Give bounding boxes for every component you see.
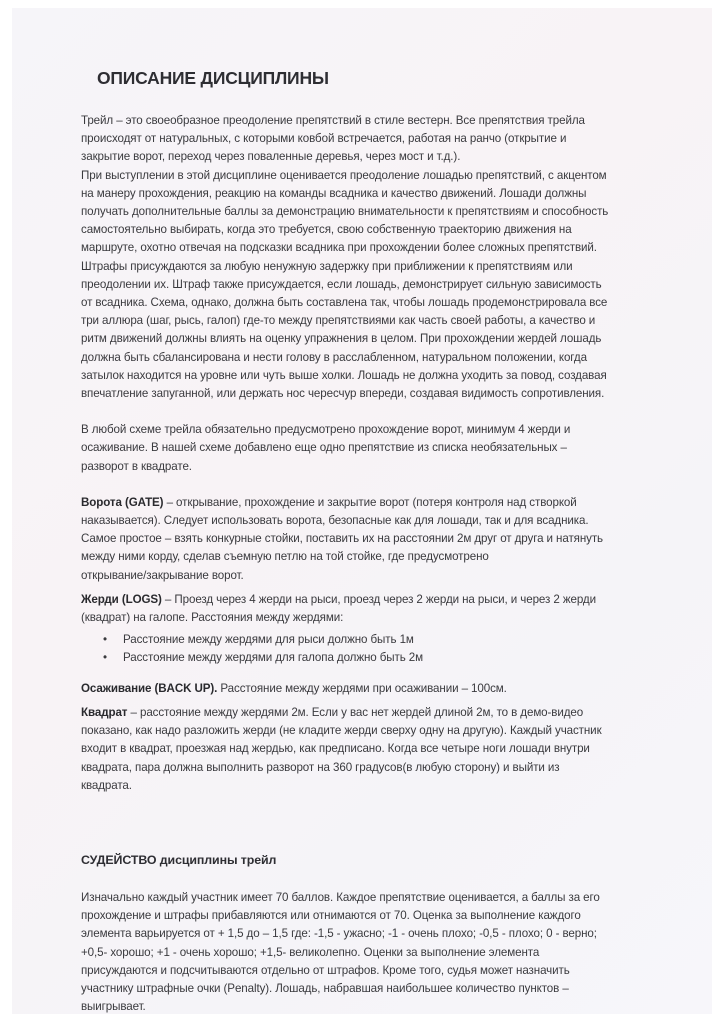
backup-term: Осаживание (BACK UP). [81, 681, 218, 695]
judging-heading-caps: СУДЕЙСТВО [81, 852, 157, 867]
text-line: Самое простое – взять конкурные стойки, поставить их на расстоянии 2м друг от друга и натянуть [81, 532, 603, 546]
text-line: происходят от натуральных, с которыми ковбой встречается, работая на ранчо (открытие и [81, 132, 567, 146]
logs-text: – Проезд через 4 жерди на рыси, проезд через 2 жерди на рыси, и через 2 жерди [161, 592, 596, 606]
text-line: закрытие ворот, переход через поваленные деревья, через мост и т.д.). [81, 150, 461, 164]
gate-paragraph [81, 494, 681, 585]
logs-bullet-list [81, 631, 681, 667]
text-line: выигрывает. [81, 1000, 146, 1014]
logs-paragraph [81, 591, 681, 668]
document-body [81, 66, 681, 1016]
bullet-icon: • [103, 651, 107, 665]
text-line [81, 680, 681, 698]
text-line [81, 704, 681, 722]
text-line: входит в квадрат, проезжая над жердью, как предписано. Когда все четыре ноги лошади внутри [81, 742, 590, 756]
square-text: – расстояние между жердями 2м. Если у вас нет жердей длиной 2м, то в демо-видео [127, 705, 584, 719]
bullet-icon: • [103, 633, 107, 647]
text-line: маршруте, охотно отвечая на подсказки всадника при прохождении более сложных препятствий. [81, 241, 597, 255]
text-line: получать дополнительные баллы за демонстрацию внимательности к препятствиям и способность [81, 205, 609, 219]
text-line: ритм движений должны влиять на оценку упражнения в целом. При прохождении жердей лошадь [81, 332, 602, 346]
text-line: должна быть сбалансирована и нести голову в расслабленном, натуральном положении, когда [81, 350, 587, 364]
text-line: затылок находится на уровне или чуть выше холки. Лошадь не должна уходить за повод, создавая [81, 368, 607, 382]
list-item [81, 631, 681, 649]
text-line: +0,5- хорошо; +1 - очень хорошо; +1,5- великолепно. Оценки за выполнение элемента [81, 945, 540, 959]
text-line: участнику штрафные очки (Penalty). Лошадь, набравшая наибольшее количество пунктов – [81, 981, 569, 995]
judging-heading [81, 851, 681, 869]
text-line: осаживание. В нашей схеме добавлено еще одно препятствие из списка необязательных – [81, 441, 567, 455]
text-line: (квадрат) на галопе. Расстояния между жердями: [81, 611, 344, 625]
text-line: элемента варьируется от + 1,5 до – 1,5 где: -1,5 - ужасно; -1 - очень плохо; -0,5 - плохо; 0 - верно; [81, 927, 597, 941]
text-line: присуждаются и подсчитываются отдельно от штрафов. Кроме того, судья может назначить [81, 963, 570, 977]
text-line: разворот в квадрате. [81, 459, 192, 473]
text-line: При выступлении в этой дисциплине оценивается преодоление лошадью препятствий, с акцентом [81, 168, 607, 182]
text-line: Изначально каждый участник имеет 70 баллов. Каждое препятствие оценивается, а баллы за его [81, 890, 600, 904]
text-line: самостоятельно выбирать, когда это требуется, свою собственную траекторию движения на [81, 223, 572, 237]
text-line: квадрата, пара должна выполнить разворот на 360 градусов(в любую сторону) и выйти из [81, 760, 560, 774]
text-line: показано, как надо разложить жерди (не кладите жерди сверху одну на другую). Каждый участник [81, 724, 602, 738]
text-line: В любой схеме трейла обязательно предусмотрено прохождение ворот, минимум 4 жерди и [81, 423, 571, 437]
text-line: прохождение и штрафы прибавляются или отнимаются от 70. Оценка за выполнение каждого [81, 909, 581, 923]
logs-term: Жерди (LOGS) [81, 592, 162, 606]
judging-paragraph [81, 889, 681, 1016]
scheme-paragraph [81, 421, 681, 476]
text-line: наказывается). Следует использовать ворота, безопасные как для лошади, так и для всадника. [81, 514, 589, 528]
text-line: три аллюра (шаг, рысь, галоп) где-то между препятствиями как часть своей работы, а качество и [81, 314, 596, 328]
text-line [81, 494, 681, 512]
square-paragraph [81, 704, 681, 795]
text-line: между ними корду, сделав съемную петлю на той стойке, где предусмотрено [81, 550, 489, 564]
backup-text: Расстояние между жердями при осаживании – 100см. [217, 681, 507, 695]
text-line [81, 591, 681, 609]
judging-heading-rest: дисциплины трейл [156, 852, 277, 867]
gate-text: – открывание, прохождение и закрытие ворот (потеря контроля над створкой [163, 495, 577, 509]
text-line: Штрафы присуждаются за любую ненужную задержку при приближении к препятствиям или [81, 259, 573, 273]
gate-term: Ворота (GATE) [81, 495, 164, 509]
text-line: Трейл – это своеобразное преодоление препятствий в стиле вестерн. Все препятствия трейла [81, 114, 585, 127]
square-term: Квадрат [81, 705, 128, 719]
text-line: преодолении их. Штраф также присуждается, если лошадь, демонстрирует сильную зависимость [81, 277, 602, 291]
text-line: на манеру прохождения, реакцию на команды всадника и качество движений. Лошади должны [81, 186, 587, 200]
intro-paragraph [81, 112, 681, 167]
text-line: квадрата. [81, 778, 132, 792]
list-item-text: Расстояние между жердями для рыси должно быть 1м [123, 633, 414, 647]
list-item-text: Расстояние между жердями для галопа должно быть 2м [123, 651, 424, 665]
backup-paragraph [81, 680, 681, 698]
text-line: открывание/закрывание ворот. [81, 568, 244, 582]
text-line: впечатление запуганной, или держать нос чересчур впереди, создавая видимость сопротивления. [81, 387, 605, 401]
performance-paragraph [81, 167, 681, 404]
text-line: от всадника. Схема, однако, должна быть составлена так, чтобы лошадь продемонстрировала все [81, 296, 608, 310]
list-item [81, 649, 681, 667]
page-title: ОПИСАНИЕ ДИСЦИПЛИНЫ [97, 68, 329, 88]
